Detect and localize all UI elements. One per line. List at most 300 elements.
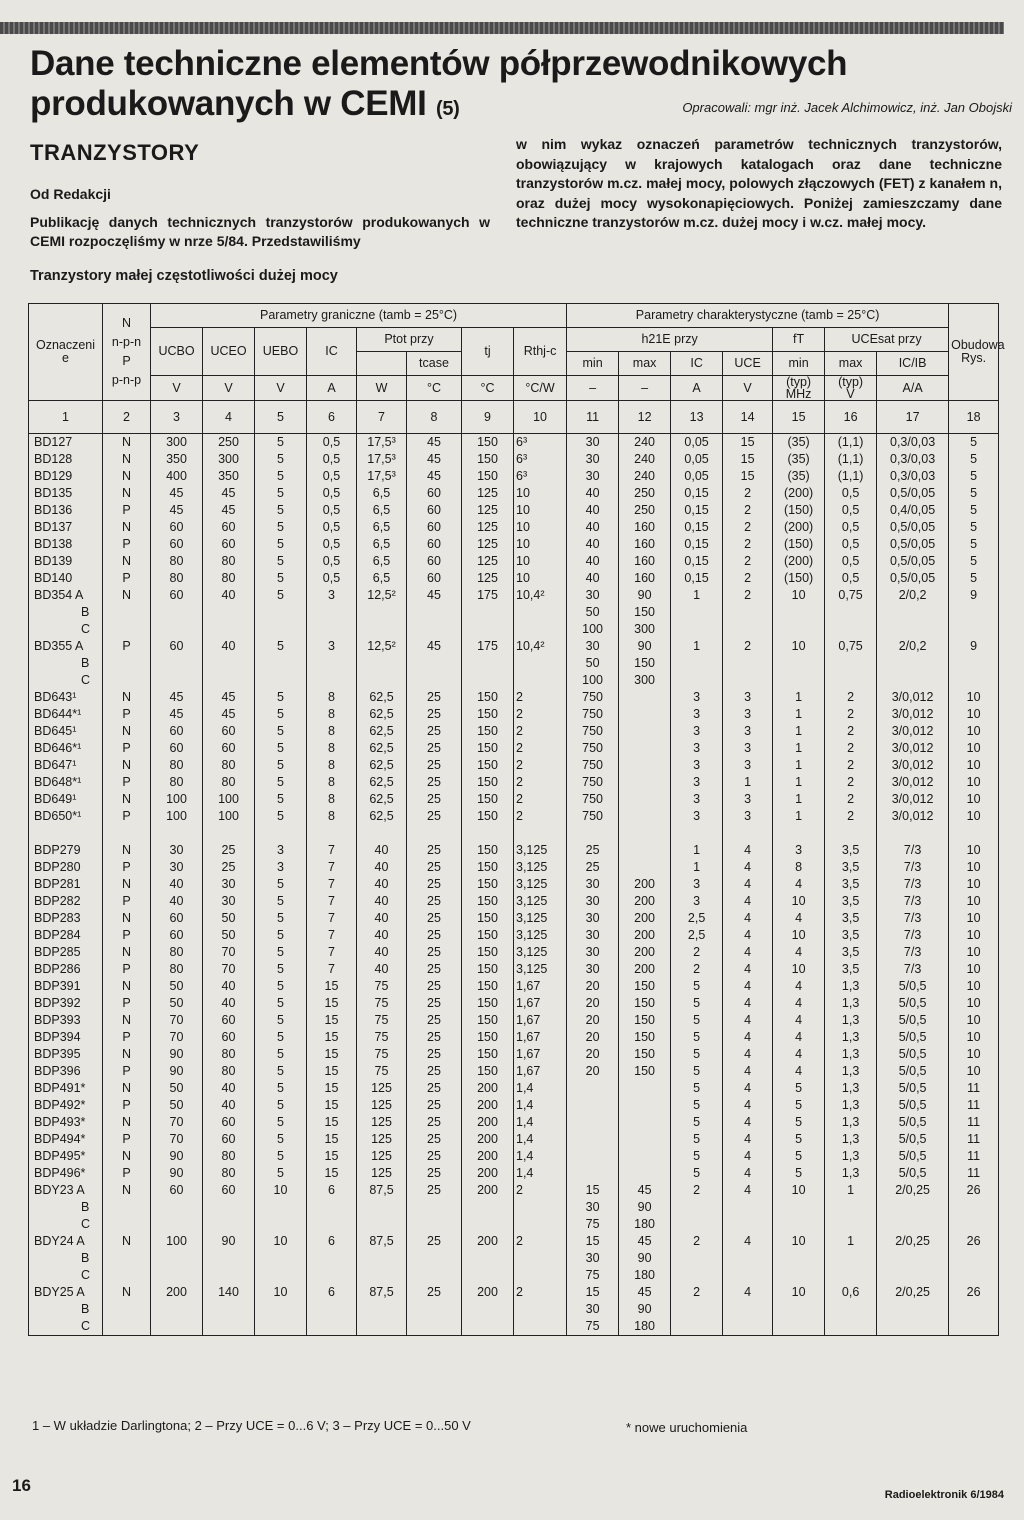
table-cell: [255, 1267, 307, 1284]
table-cell: 60: [203, 723, 255, 740]
designation-cell: BDP279: [29, 842, 103, 859]
table-cell: [671, 1216, 723, 1233]
table-cell: [825, 672, 877, 689]
table-cell: 150: [462, 434, 514, 452]
table-cell: 70: [203, 944, 255, 961]
header-limit-params: Parametry graniczne (tamb = 25°C): [151, 304, 567, 328]
table-cell: 50: [567, 604, 619, 621]
table-cell: 80: [203, 1148, 255, 1165]
table-cell: 2: [514, 1233, 567, 1250]
table-cell: 2: [723, 553, 773, 570]
table-cell: 25: [407, 808, 462, 825]
table-cell: 7/3: [877, 893, 949, 910]
table-cell: 60: [407, 485, 462, 502]
table-cell: [255, 604, 307, 621]
table-row: [29, 655, 999, 672]
table-cell: 2: [825, 774, 877, 791]
table-cell: 10: [949, 978, 999, 995]
table-cell: 30: [567, 961, 619, 978]
table-cell: [203, 621, 255, 638]
designation-cell: BDY25 A: [29, 1284, 103, 1301]
table-cell: 60: [203, 519, 255, 536]
header-uceo-unit: V: [203, 376, 255, 401]
table-cell: 75: [567, 1267, 619, 1284]
table-cell: 62,5: [357, 723, 407, 740]
table-cell: 6: [307, 1182, 357, 1199]
table-cell: 50: [151, 1080, 203, 1097]
table-cell: P: [103, 995, 151, 1012]
designation-cell: BD355 A: [29, 638, 103, 655]
table-cell: 60: [203, 1012, 255, 1029]
header-ucbo: UCBO: [151, 328, 203, 376]
table-cell: 15: [723, 451, 773, 468]
table-cell: 1: [773, 723, 825, 740]
header-uebo: UEBO: [255, 328, 307, 376]
table-cell: [949, 672, 999, 689]
table-cell: 2: [723, 638, 773, 655]
designation-cell: C: [29, 672, 103, 689]
table-cell: 3: [723, 723, 773, 740]
header-uebo-unit: V: [255, 376, 307, 401]
header-h21e: h21E przy: [567, 328, 773, 352]
table-cell: 5: [671, 1080, 723, 1097]
header-ucesat-typ: [825, 376, 877, 401]
table-cell: 5: [255, 1097, 307, 1114]
table-cell: 0,5: [307, 553, 357, 570]
table-cell: [203, 1318, 255, 1336]
table-cell: 25: [407, 1063, 462, 1080]
table-cell: 3: [307, 638, 357, 655]
designation-cell: BD650*¹: [29, 808, 103, 825]
table-cell: 4: [723, 995, 773, 1012]
table-cell: 0,05: [671, 434, 723, 452]
table-cell: 240: [619, 434, 671, 452]
table-cell: [671, 1318, 723, 1336]
table-cell: 4: [723, 1284, 773, 1301]
table-cell: [773, 1216, 825, 1233]
table-cell: 25: [407, 1148, 462, 1165]
table-cell: 5: [255, 1080, 307, 1097]
table-cell: [723, 1199, 773, 1216]
table-cell: N: [103, 842, 151, 859]
table-cell: 125: [462, 502, 514, 519]
table-cell: [723, 672, 773, 689]
table-cell: 1: [773, 740, 825, 757]
table-cell: 3,5: [825, 893, 877, 910]
table-cell: 60: [151, 638, 203, 655]
table-cell: [151, 1250, 203, 1267]
table-row: [29, 689, 999, 706]
table-cell: 125: [462, 570, 514, 587]
table-cell: 1,3: [825, 1148, 877, 1165]
table-cell: 150: [462, 791, 514, 808]
table-cell: [773, 1301, 825, 1318]
table-cell: 5: [671, 1148, 723, 1165]
designation-cell: BD647¹: [29, 757, 103, 774]
table-cell: 100: [151, 791, 203, 808]
table-cell: 150: [462, 842, 514, 859]
table-cell: 70: [151, 1131, 203, 1148]
table-cell: 2: [723, 570, 773, 587]
table-cell: [514, 1199, 567, 1216]
table-cell: 1,4: [514, 1165, 567, 1182]
table-cell: 0,75: [825, 587, 877, 604]
table-cell: 80: [203, 774, 255, 791]
table-cell: 150: [462, 740, 514, 757]
header-ptot: Ptot przy: [357, 328, 462, 352]
table-cell: 4: [723, 876, 773, 893]
table-cell: 0,6: [825, 1284, 877, 1301]
table-cell: 62,5: [357, 689, 407, 706]
table-cell: 10: [773, 893, 825, 910]
table-cell: 2: [825, 740, 877, 757]
table-cell: 5: [255, 502, 307, 519]
table-cell: [949, 1250, 999, 1267]
designation-cell: [29, 825, 103, 842]
table-cell: [407, 1301, 462, 1318]
table-cell: 2/0,25: [877, 1182, 949, 1199]
table-cell: 5: [255, 451, 307, 468]
table-cell: [151, 825, 203, 842]
table-cell: N: [103, 485, 151, 502]
table-cell: 1: [773, 689, 825, 706]
table-row: [29, 893, 999, 910]
table-cell: 20: [567, 1063, 619, 1080]
table-cell: 60: [151, 587, 203, 604]
column-number: 17: [877, 401, 949, 434]
table-cell: [407, 655, 462, 672]
table-cell: 200: [462, 1131, 514, 1148]
table-cell: 5/0,5: [877, 1080, 949, 1097]
table-cell: [723, 1216, 773, 1233]
table-cell: 4: [773, 1046, 825, 1063]
table-cell: 2: [825, 791, 877, 808]
table-cell: 40: [357, 893, 407, 910]
table-cell: (1,1): [825, 434, 877, 452]
table-cell: [462, 825, 514, 842]
table-cell: 62,5: [357, 757, 407, 774]
table-cell: 87,5: [357, 1284, 407, 1301]
designation-cell: B: [29, 1199, 103, 1216]
designation-cell: BDP286: [29, 961, 103, 978]
table-cell: 80: [203, 1063, 255, 1080]
table-cell: 350: [203, 468, 255, 485]
table-cell: 60: [407, 519, 462, 536]
table-cell: [619, 723, 671, 740]
table-cell: [877, 825, 949, 842]
table-cell: 5/0,5: [877, 1131, 949, 1148]
table-cell: 30: [567, 876, 619, 893]
table-cell: [773, 655, 825, 672]
table-cell: 2: [825, 706, 877, 723]
table-cell: 300: [619, 621, 671, 638]
table-cell: [949, 1267, 999, 1284]
table-cell: [619, 825, 671, 842]
table-cell: [151, 1318, 203, 1336]
article-title: [30, 44, 847, 129]
header-uce-char-unit: V: [723, 376, 773, 401]
table-cell: 1,3: [825, 1012, 877, 1029]
table-cell: [619, 757, 671, 774]
table-cell: 15: [723, 468, 773, 485]
table-cell: 26: [949, 1182, 999, 1199]
table-cell: 60: [203, 536, 255, 553]
table-cell: 30: [567, 1301, 619, 1318]
table-cell: [357, 604, 407, 621]
table-cell: [407, 1250, 462, 1267]
table-cell: [619, 706, 671, 723]
table-cell: 62,5: [357, 791, 407, 808]
table-cell: N: [103, 434, 151, 452]
table-cell: 160: [619, 553, 671, 570]
table-cell: 5: [773, 1114, 825, 1131]
table-cell: 3,125: [514, 876, 567, 893]
table-cell: 80: [203, 1046, 255, 1063]
table-cell: P: [103, 927, 151, 944]
table-cell: 3,125: [514, 927, 567, 944]
table-cell: 5: [255, 876, 307, 893]
table-cell: 2,5: [671, 927, 723, 944]
table-cell: [407, 621, 462, 638]
table-cell: 160: [619, 519, 671, 536]
header-ucesat-unit: V: [846, 387, 855, 401]
table-cell: [671, 1267, 723, 1284]
table-cell: 5: [671, 1165, 723, 1182]
table-cell: 10: [255, 1182, 307, 1199]
table-cell: 25: [567, 842, 619, 859]
table-cell: 10: [949, 1029, 999, 1046]
designation-cell: B: [29, 1301, 103, 1318]
designation-cell: BDP495*: [29, 1148, 103, 1165]
table-cell: [307, 1250, 357, 1267]
table-cell: 5: [255, 995, 307, 1012]
table-cell: [203, 1250, 255, 1267]
table-cell: 75: [357, 1046, 407, 1063]
table-cell: 90: [151, 1148, 203, 1165]
table-cell: 25: [407, 740, 462, 757]
table-cell: 45: [619, 1233, 671, 1250]
table-cell: 3: [671, 689, 723, 706]
table-cell: 25: [407, 1046, 462, 1063]
table-cell: [877, 1301, 949, 1318]
table-cell: 7/3: [877, 961, 949, 978]
table-cell: 750: [567, 808, 619, 825]
table-cell: 8: [307, 723, 357, 740]
table-cell: 3: [307, 587, 357, 604]
designation-cell: BDP280: [29, 859, 103, 876]
table-cell: [514, 672, 567, 689]
table-cell: 4: [723, 859, 773, 876]
table-cell: 4: [723, 1148, 773, 1165]
designation-cell: BDP285: [29, 944, 103, 961]
table-cell: [619, 740, 671, 757]
table-cell: 40: [151, 893, 203, 910]
table-cell: 40: [567, 485, 619, 502]
table-row: [29, 859, 999, 876]
designation-cell: BD645¹: [29, 723, 103, 740]
table-cell: 5: [949, 553, 999, 570]
table-cell: 60: [407, 536, 462, 553]
table-cell: 3,125: [514, 961, 567, 978]
table-cell: 80: [151, 961, 203, 978]
table-cell: 100: [151, 1233, 203, 1250]
table-row: [29, 808, 999, 825]
table-cell: 2: [514, 689, 567, 706]
table-cell: 15: [307, 1046, 357, 1063]
table-cell: 40: [357, 842, 407, 859]
table-cell: P: [103, 893, 151, 910]
table-cell: 60: [151, 1182, 203, 1199]
table-cell: 7: [307, 842, 357, 859]
table-cell: 45: [407, 638, 462, 655]
table-row: [29, 1029, 999, 1046]
top-decorative-bar: [0, 22, 1004, 34]
designation-cell: B: [29, 655, 103, 672]
table-cell: 5: [671, 1131, 723, 1148]
table-cell: (35): [773, 434, 825, 452]
table-cell: 5/0,5: [877, 995, 949, 1012]
table-cell: 5: [255, 944, 307, 961]
header-type-pnp: p-n-p: [111, 373, 142, 387]
table-cell: 12,5²: [357, 638, 407, 655]
table-cell: [407, 825, 462, 842]
table-cell: 5: [255, 740, 307, 757]
table-cell: 25: [407, 978, 462, 995]
table-cell: P: [103, 1131, 151, 1148]
table-cell: 75: [357, 1012, 407, 1029]
table-cell: N: [103, 791, 151, 808]
table-cell: [514, 1301, 567, 1318]
header-rthjc: Rthj-c: [514, 328, 567, 376]
table-row: [29, 1131, 999, 1148]
header-housing: Obudowa Rys.: [949, 304, 999, 401]
table-cell: 3,5: [825, 876, 877, 893]
table-cell: 6³: [514, 451, 567, 468]
table-cell: 1,4: [514, 1097, 567, 1114]
table-cell: 10: [773, 927, 825, 944]
table-cell: 5: [255, 1046, 307, 1063]
table-cell: 10: [949, 774, 999, 791]
table-cell: 0,5: [307, 536, 357, 553]
table-cell: [671, 1301, 723, 1318]
table-cell: [407, 1267, 462, 1284]
table-cell: 40: [357, 944, 407, 961]
designation-cell: BD127: [29, 434, 103, 452]
table-cell: [462, 1318, 514, 1336]
table-cell: P: [103, 638, 151, 655]
table-row: [29, 1148, 999, 1165]
table-cell: 5: [255, 1063, 307, 1080]
table-cell: [723, 825, 773, 842]
table-cell: 50: [151, 978, 203, 995]
table-cell: [151, 604, 203, 621]
table-cell: 2/0,25: [877, 1233, 949, 1250]
page-number: 16: [12, 1476, 31, 1495]
table-cell: 80: [203, 553, 255, 570]
table-cell: [103, 1250, 151, 1267]
table-cell: N: [103, 1012, 151, 1029]
table-cell: (35): [773, 468, 825, 485]
table-cell: 25: [407, 961, 462, 978]
table-row: [29, 1301, 999, 1318]
table-cell: 25: [407, 1131, 462, 1148]
table-cell: 750: [567, 689, 619, 706]
designation-cell: C: [29, 1267, 103, 1284]
table-cell: [151, 1199, 203, 1216]
table-cell: 4: [723, 978, 773, 995]
table-cell: 1,67: [514, 1046, 567, 1063]
table-row: [29, 604, 999, 621]
table-cell: 5: [255, 519, 307, 536]
table-cell: 7: [307, 859, 357, 876]
table-cell: [103, 1216, 151, 1233]
table-cell: 15: [567, 1233, 619, 1250]
table-cell: 6,5: [357, 519, 407, 536]
table-cell: 5: [255, 1148, 307, 1165]
table-cell: [103, 621, 151, 638]
table-cell: 45: [203, 706, 255, 723]
table-cell: 4: [723, 893, 773, 910]
table-cell: 125: [462, 536, 514, 553]
table-cell: 0,75: [825, 638, 877, 655]
table-cell: [825, 1250, 877, 1267]
table-cell: 15: [723, 434, 773, 452]
table-cell: 90: [151, 1063, 203, 1080]
table-cell: 30: [567, 910, 619, 927]
table-cell: 250: [619, 502, 671, 519]
table-cell: 5: [255, 910, 307, 927]
table-cell: 2: [514, 723, 567, 740]
column-number: 3: [151, 401, 203, 434]
table-cell: 0,5: [307, 434, 357, 452]
header-ic-ib-unit: A/A: [877, 376, 949, 401]
table-cell: 60: [151, 536, 203, 553]
table-cell: 45: [151, 502, 203, 519]
table-cell: 25: [407, 1165, 462, 1182]
table-cell: 4: [723, 1097, 773, 1114]
table-cell: 10: [949, 859, 999, 876]
table-cell: 8: [307, 706, 357, 723]
table-cell: 5: [255, 808, 307, 825]
table-row: [29, 1233, 999, 1250]
table-cell: 3,5: [825, 944, 877, 961]
table-cell: 250: [619, 485, 671, 502]
table-cell: 3/0,012: [877, 723, 949, 740]
table-cell: N: [103, 944, 151, 961]
table-cell: 0,5/0,05: [877, 553, 949, 570]
table-cell: 5: [255, 723, 307, 740]
table-cell: N: [103, 1233, 151, 1250]
header-char-params: Parametry charakterystyczne (tamb = 25°C): [567, 304, 949, 328]
table-cell: 5: [671, 1029, 723, 1046]
table-cell: 2: [514, 706, 567, 723]
table-cell: [462, 621, 514, 638]
table-cell: 5: [671, 1063, 723, 1080]
table-row: [29, 1063, 999, 1080]
table-cell: 25: [407, 1029, 462, 1046]
table-cell: N: [103, 1148, 151, 1165]
table-cell: 50: [203, 927, 255, 944]
table-cell: 5: [773, 1080, 825, 1097]
table-cell: [619, 1148, 671, 1165]
table-cell: 180: [619, 1318, 671, 1336]
table-cell: P: [103, 808, 151, 825]
table-cell: 90: [203, 1233, 255, 1250]
table-cell: [877, 655, 949, 672]
table-cell: 2: [723, 519, 773, 536]
table-cell: 350: [151, 451, 203, 468]
column-number: 11: [567, 401, 619, 434]
